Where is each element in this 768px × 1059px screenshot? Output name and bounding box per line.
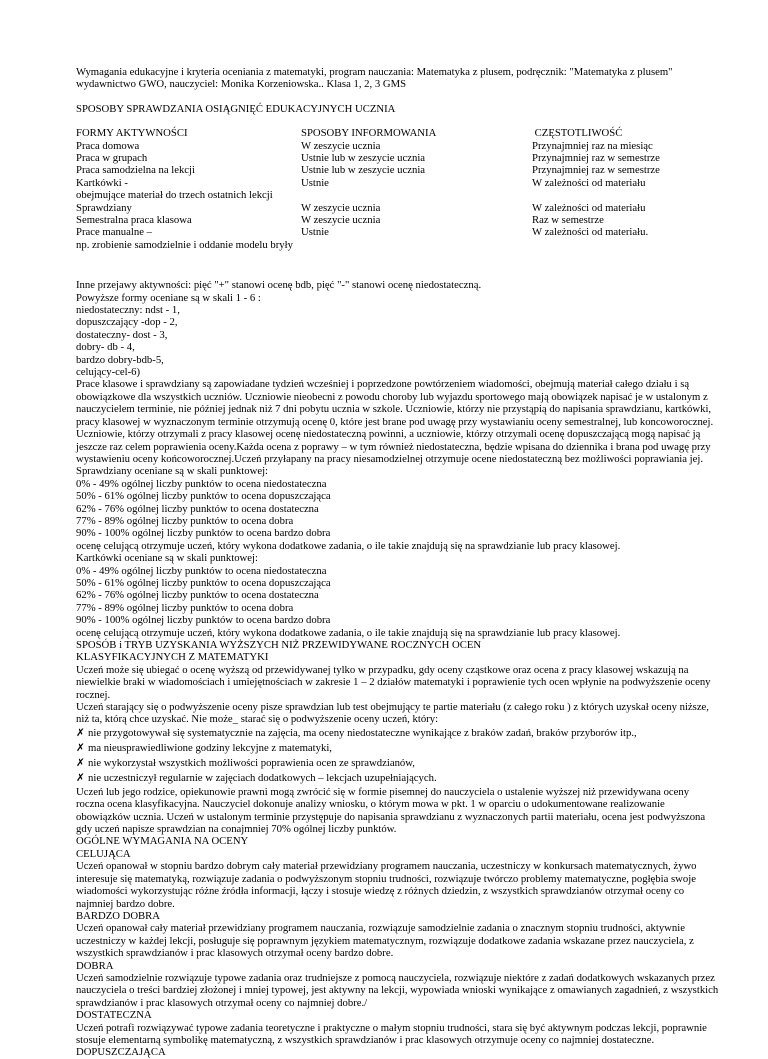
text-line: SPOSÓB i TRYB UZYSKANIA WYŻSZYCH NIŻ PRZEWIDYWANE ROCZNYCH OCEN (76, 639, 482, 651)
bullet-item (76, 771, 740, 786)
text-line: DOBRA (76, 959, 114, 972)
text-line: 62% - 76% ogólnej liczby punktów to ocena dostateczna (76, 502, 319, 515)
text-line: 77% - 89% ogólnej liczby punktów to ocena dobra (76, 514, 294, 527)
text-line: gdy uczeń napisze sprawdzian na conajmniej 70% ogólnej liczby punktów. (76, 823, 397, 836)
cross-mark-icon: ✗ (76, 771, 85, 784)
text-line: nauczyciela o treści bardziej złożonej i mniej typowej, jest aktywny na lekcji, wypowiada wnioski wynikające z omawianych zagadnień, z wszystkich (76, 984, 719, 997)
table-cell-informing: Ustnie lub w zeszycie ucznia (301, 152, 426, 165)
text-line: DOSTATECZNA (76, 1009, 152, 1022)
header-line-2: wydawnictwo GWO, nauczyciel: Monika Korzeniowska.. Klasa 1, 2, 3 GMS (76, 78, 407, 91)
text-line: dopuszczający -dop - 2, (76, 316, 178, 329)
text-line: celujący-cel-6) (76, 366, 141, 379)
column-header-frequency: CZĘSTOTLIWOŚĆ (532, 127, 623, 140)
text-line: niedostateczny: ndst - 1, (76, 304, 180, 317)
table-cell-activity: Praca w grupach (76, 152, 148, 165)
text-line: 62% - 76% ogólnej liczby punktów to ocena dostateczna (76, 589, 319, 602)
text-line: ocenę celującą otrzymuje uczeń, który wykona dodatkowe zadania, o ile takie znajdują się na sprawdzianie lub pracy klasowej. (76, 626, 621, 639)
table-cell-frequency: W zależności od materiału (532, 201, 646, 214)
table-cell-activity: Semestralna praca klasowa (76, 214, 192, 227)
text-line: obowiązkowe dla wszystkich uczniów. Uczniowie nieobecni z powodu choroby lub wyjazdu sportowego mają obowiązek napisać je w ustalonym z (76, 390, 708, 403)
bullet-text: nie wykorzystał wszystkich możliwości poprawienia ocen ze sprawdzianów, (88, 756, 415, 769)
text-line: uczestniczy w każdej lekcji, posługuje się poprawnym językiem matematycznym, rozwiązuje dodatkowe zadania wskazane przez nauczyciela, z (76, 934, 694, 947)
table-cell-informing: Ustnie (301, 226, 329, 239)
text-line: 90% - 100% ogólnej liczby punktów to ocena bardzo dobra (76, 614, 331, 627)
text-line: Uczeń starający się o podwyższenie oceny pisze sprawdzian lub test obejmujący te partie materiału (z całego roku ) z których uzyskał oceny niższe, (76, 701, 709, 714)
table-cell-informing: W zeszycie ucznia (301, 214, 381, 227)
text-line: nauczycielem terminie, nie później jednak niż 7 dni pobytu ucznia w szkole. Uczniowie, którzy nie przystąpią do napisania sprawdzianu, kartkówki, (76, 403, 712, 416)
text-line: stosuje elementarną symbolikę matematyczną, z wszystkich sprawdzianów i prac klasowych otrzymuje oceny co najmniej dostateczne. (76, 1033, 655, 1046)
body-text-part-1 (76, 279, 740, 726)
cross-mark-icon: ✗ (76, 741, 85, 754)
text-line: roczna ocena klasyfikacyjna. Nauczyciel dokonuje analizy wniosku, o którym mowa w pkt. 1 w oparciu o udokumentowane realizowanie (76, 798, 665, 811)
table-cell-activity: np. zrobienie samodzielnie i oddanie modelu bryły (76, 238, 293, 251)
text-line: Kartkówki oceniane są w skali punktowej: (76, 552, 258, 565)
text-line: 77% - 89% ogólnej liczby punktów to ocena dobra (76, 601, 294, 614)
column-header-informing: SPOSOBY INFORMOWANIA (301, 127, 437, 140)
table-cell-frequency (532, 189, 742, 201)
body-text-part-2 (76, 786, 740, 1059)
text-line: sprawdzianów i prac klasowych otrzymał oceny co najmniej dobre./ (76, 996, 368, 1009)
table-cell-activity: Prace manualne – (76, 226, 152, 239)
text-line: 90% - 100% ogólnej liczby punktów to ocena bardzo dobra (76, 527, 331, 540)
text-line: Prace klasowe i sprawdziany są zapowiadane tydzień wcześniej i poprzedzone powtórzeniem wiadomości, obejmują materiał całego działu i są (76, 378, 690, 391)
text-line: Uczeń lub jego rodzice, opiekunowie prawni mogą zwrócić się w formie pisemnej do nauczyciela o ustalenie wyższej niż przewidywana oceny (76, 785, 690, 798)
text-line: wystawieniu oceny końcoworocznej.Uczeń przyłapany na pracy niesamodzielnej otrzymuje ocene niedostateczną bez możliwości poprawiania jej. (76, 452, 704, 465)
text-line: wiadomości wykorzystując różne źródła informacji, łączy i stosuje wiedzę z różnych dziedzin, z wszystkich sprawdzianów otrzymał oceny co (76, 885, 685, 898)
column-header-activity: FORMY AKTYWNOŚCI (76, 127, 188, 140)
cross-mark-icon: ✗ (76, 726, 85, 739)
table-cell-frequency: Przynajmniej raz w semestrze (532, 152, 660, 165)
document-page (76, 66, 740, 1059)
bullet-item (76, 756, 740, 771)
table-cell-activity: Praca domowa (76, 139, 140, 152)
table-cell-activity: Sprawdziany (76, 201, 132, 214)
text-line: DOPUSZCZAJĄCA (76, 1046, 166, 1059)
text-line: wszystkich sprawdzianów i prac klasowych otrzymał oceny bardzo dobre. (76, 947, 394, 960)
cross-mark-icon: ✗ (76, 756, 85, 769)
text-line: niewielkie braki w wiadomościach i umiejętnościach w zakresie 1 – 2 działów matematyki i poprawienie tych ocen wpłynie na podwyższenie oceny (76, 676, 711, 689)
bullet-list (76, 726, 740, 786)
text-line: niż ta, którą chce uzyskać. Nie może_ starać się o podwyższenie oceny uczeń, który: (76, 713, 439, 726)
table-cell-activity: Kartkówki - (76, 176, 128, 189)
text-line: 50% - 61% ogólnej liczby punktów to ocena dopuszczająca (76, 490, 331, 503)
text-line: Inne przejawy aktywności: pięć "+" stanowi ocenę bdb, pięć "-" stanowi ocenę niedostateczną. (76, 279, 482, 292)
bullet-text: nie przygotowywał się systematycznie na zajęcia, ma oceny niedostateczne wynikające z braków zadań, braków przyborów itp., (88, 726, 637, 739)
assessment-table (76, 127, 740, 279)
text-line: Uczeń potrafi rozwiązywać typowe zadania teoretyczne i praktyczne o małym stopniu trudności, stara się być aktywnym podczas lekcji, poprawnie (76, 1021, 707, 1034)
text-line: dostateczny- dost - 3, (76, 328, 168, 341)
text-line: 0% - 49% ogólnej liczby punktów to ocena niedostateczna (76, 564, 327, 577)
text-line: obowiązków ucznia. Uczeń w ustalonym terminie przystępuje do napisania sprawdzianu z wyznaczonych partii materiału, ocena jest podwyższona (76, 810, 706, 823)
text-line: ocenę celującą otrzymuje uczeń, który wykona dodatkowe zadania, o ile takie znajdują się na sprawdzianie lub pracy klasowej. (76, 539, 621, 552)
table-cell-informing: W zeszycie ucznia (301, 139, 381, 152)
table-cell-informing: Ustnie lub w zeszycie ucznia (301, 164, 426, 177)
table-cell-frequency: W zależności od materiału. (532, 226, 649, 239)
header-line-1: Wymagania edukacyjne i kryteria oceniania z matematyki, program nauczania: Matematyka z plusem, podręcznik: "Matematyka z plusem" (76, 66, 673, 78)
text-line: bardzo dobry-bdb-5, (76, 353, 164, 366)
text-line: Powyższe formy oceniane są w skali 1 - 6 : (76, 291, 261, 304)
section-title: SPOSOBY SPRAWDZANIA OSIĄGNIĘĆ EDUKACYJNYCH UCZNIA (76, 102, 396, 115)
bullet-item (76, 741, 740, 756)
table-cell-frequency: Przynajmniej raz w semestrze (532, 164, 660, 177)
table-cell-frequency: Przynajmniej raz na miesiąc (532, 139, 653, 152)
table-cell-frequency: Raz w semestrze (532, 214, 604, 227)
text-line: dobry- db - 4, (76, 341, 135, 354)
text-line: Uczeń opanował cały materiał przewidziany programem nauczania, rozwiązuje samodzielnie zadania o znacznym stopniu trudności, aktywnie (76, 922, 685, 935)
text-line: Uczeń samodzielnie rozwiązuje typowe zadania oraz trudniejsze z pomocą nauczyciela, rozwiązuje niektóre z zadań dodatkowych wskazanych przez (76, 971, 715, 984)
text-line: jeszcze raz celem poprawienia oceny.Każda ocena z poprawy – w tym również niedostateczna, będzie wpisana do dziennika i brana pod uwagę przy (76, 440, 711, 453)
table-cell-informing: Ustnie (301, 176, 329, 189)
table-cell-frequency: W zależności od materiału (532, 176, 646, 189)
text-line: KLASYFIKACYJNYCH Z MATEMATYKI (76, 651, 269, 664)
text-line: Sprawdziany oceniane są w skali punktowej: (76, 465, 269, 478)
text-line: BARDZO DOBRA (76, 909, 161, 922)
text-line: Uczeń może się ubiegać o ocenę wyższą od przewidywanej tylko w przypadku, gdy oceny cząstkowe oraz ocena z pracy klasowej wskazują na (76, 663, 689, 676)
text-line: pracy klasowej w wyznaczonym terminie otrzymują ocenę 0, które jest brane pod uwagę przy wystawianiu oceny semestralnej, lub koncoworocznej. (76, 415, 714, 428)
bullet-text: ma nieusprawiedliwione godziny lekcyjne z matematyki, (88, 741, 332, 754)
text-line: Uczeń opanował w stopniu bardzo dobrym cały materiał przewidziany programem nauczania, uczestniczy w konkursach matematycznych, żywo (76, 860, 697, 873)
text-line: 50% - 61% ogólnej liczby punktów to ocena dopuszczająca (76, 576, 331, 589)
table-column-frequency (532, 127, 742, 239)
table-column-informing (301, 127, 526, 239)
table-column-activity (76, 127, 301, 251)
text-line: rocznej. (76, 688, 111, 701)
bullet-item (76, 726, 740, 741)
text-line: najmniej bardzo dobre. (76, 897, 175, 910)
table-cell-activity: Praca samodzielna na lekcji (76, 164, 195, 177)
text-line: OGÓLNE WYMAGANIA NA OCENY (76, 835, 249, 848)
table-cell-activity: obejmujące materiał do trzech ostatnich lekcji (76, 189, 273, 202)
text-line: 0% - 49% ogólnej liczby punktów to ocena niedostateczna (76, 477, 327, 490)
bullet-text: nie uczestniczył regularnie w zajęciach dodatkowych – lekcjach uzupełniających. (88, 771, 437, 784)
text-line: interesuje się matematyką, rozwiązuje zadania o podwyższonym stopniu trudności, rozwiązuje twórczo problemy matematyczne, pogłębia swoje (76, 872, 696, 885)
text-line: CELUJĄCA (76, 847, 131, 860)
table-cell-informing (301, 189, 526, 201)
text-line: Uczniowie, którzy otrzymali z pracy klasowej ocenę niedostateczną powinni, a uczniowie, którzy otrzymali ocenę dopuszczającą mogą napisać ją (76, 428, 701, 441)
table-cell-informing: W zeszycie ucznia (301, 201, 381, 214)
